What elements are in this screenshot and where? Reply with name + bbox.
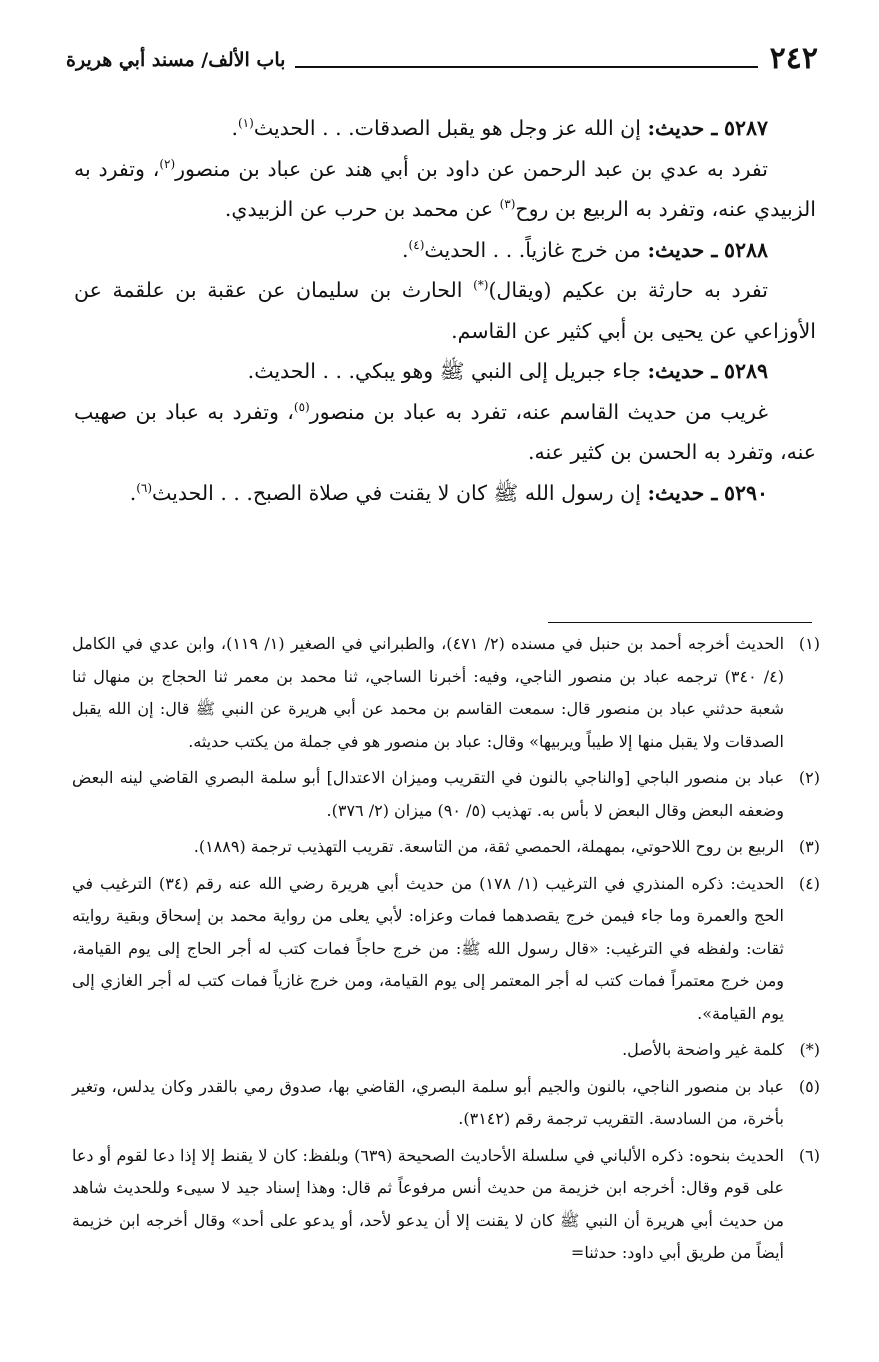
commentary-text: غريب من حديث القاسم عنه، تفرد به عباد بن منصور (309, 399, 768, 424)
hadith-entry (74, 108, 816, 149)
entry-end: . (402, 237, 409, 262)
main-text (74, 108, 816, 513)
hadith-entry (74, 351, 816, 392)
footnote-label: (٥) (798, 1076, 820, 1096)
commentary-paragraph (74, 392, 816, 473)
footnote-text: كلمة غير واضحة بالأصل. (622, 1040, 784, 1059)
footnote-ref[interactable]: (٥) (293, 399, 310, 414)
hadith-entry (74, 473, 816, 514)
footnote-label: (٤) (798, 873, 820, 893)
page-number: ٢٤٢ (769, 41, 818, 76)
footnote (72, 628, 820, 758)
footnote-text: الربيع بن روح اللاحوتي، بمهملة، الحمصي ثقة، من التاسعة. تقريب التهذيب ترجمة (١٨٨٩). (193, 837, 784, 856)
footnote (72, 831, 820, 864)
footnote (72, 1140, 820, 1270)
entry-keyword: ـ حديث: (647, 359, 718, 383)
footnote-label: (١) (798, 634, 820, 653)
footnote-text: الحديث أخرجه أحمد بن حنبل في مسنده (٢/ ٤٧١)، والطبراني في الصغير (١/ ١١٩)، وابن عدي في الكامل (٤/ ٣٤٠) ترجمه عباد بن منصور الناجي، وفيه: أخبرنا الساجي، ثنا محمد بن معمر ثنا الحجاج بن منهال ثنا شعبة حدثني عباد بن منصور قال: سمعت القاسم بن محمد عن أبي هريرة عن النبي ﷺ قال: إن الله يقبل الصدقات ولا يقبل منها إلا طيباً ويربيها» وقال: عباد بن منصور هو في جملة من يكتب حديثه. (72, 634, 785, 751)
footnote-label: (*) (799, 1040, 820, 1059)
footnote (72, 868, 820, 1031)
footnote-ref[interactable]: (٣) (499, 197, 516, 212)
entry-keyword: ـ حديث: (647, 480, 718, 505)
entry-text: إن رسول الله ﷺ كان لا يقنت في صلاة الصبح. . . الحديث (152, 480, 641, 505)
footnote (72, 1034, 820, 1067)
entry-text: إن الله عز وجل هو يقبل الصدقات. . . الحديث (253, 116, 641, 140)
entry-text: من خرج غازياً. . . الحديث (424, 237, 641, 262)
commentary-paragraph (74, 149, 816, 230)
footnote-separator (548, 622, 812, 623)
footnote-ref[interactable]: (٢) (159, 156, 176, 171)
footnote-text: الحديث: ذكره المنذري في الترغيب (١/ ١٧٨) من حديث أبي هريرة رضي الله عنه رقم (٣٤) الترغيب في الحج والعمرة وما جاء فيمن خرج يقصدهما فمات وعزاه: لأبي يعلى من رواية محمد بن إسحاق وبقية روايته ثقات: ولفظه في الترغيب: «قال رسول الله ﷺ: من خرج حاجاً فمات كتب له أجر الحاج إلى يوم القيامة، ومن خرج معتمراً فمات كتب له أجر المعتمر إلى يوم القيامة، ومن خرج غازياً فمات كتب له أجر الغازي إلى يوم القيامة». (72, 873, 785, 1023)
footnote-ref[interactable]: (٤) (408, 237, 425, 252)
entry-number: ٥٢٨٩ (723, 359, 768, 383)
entry-number: ٥٢٩٠ (723, 480, 768, 505)
commentary-text: الحارث بن سليمان عن عقبة بن علقمة عن الأوزاعي عن يحيى بن أبي كثير عن القاسم. (74, 278, 816, 343)
entry-end: . (129, 480, 137, 505)
entry-number: ٥٢٨٧ (723, 116, 768, 140)
commentary-text: ، وتفرد به الزبيدي عنه، وتفرد به الربيع بن روح (74, 156, 816, 221)
entry-text: جاء جبريل إلى النبي ﷺ وهو يبكي. . . الحديث. (247, 359, 641, 383)
footnote-text: عباد بن منصور الناجي، بالنون والجيم أبو سلمة البصري، القاضي بها، صدوق رمي بالقدر وكان يدلس، وتغير بأخرة، من السادسة. التقريب ترجمة رقم (٣١٤٢). (72, 1076, 784, 1128)
page-header (66, 36, 818, 76)
footnote-ref[interactable]: (٦) (136, 480, 153, 495)
entry-end: . (231, 116, 238, 140)
footnote-label: (٢) (798, 768, 820, 787)
footnote (72, 1071, 820, 1136)
running-title: باب الألف/ مسند أبي هريرة (66, 49, 286, 71)
entry-number: ٥٢٨٨ (723, 237, 768, 262)
entry-keyword: ـ حديث: (647, 237, 718, 262)
commentary-paragraph (74, 270, 816, 351)
footnote-text: الحديث بنحوه: ذكره الألباني في سلسلة الأحاديث الصحيحة (٦٣٩) وبلفظ: كان لا يقنط إلا إذا دعا لقوم أو دعا على قوم وقال: أخرجه ابن خزيمة من حديث أنس مرفوعاً ثم قال: وهذا إسناد جيد لا سيىء وللحديث شاهد من حديث أبي هريرة أن النبي ﷺ كان لا يقنت إلا أن يدعو لأحد، أو يدعو على أحد» وقال أخرجه ابن خزيمة أيضاً من طريق أبي داود: حدثنا= (72, 1145, 784, 1262)
commentary-text: عن محمد بن حرب عن الزبيدي. (224, 197, 500, 221)
header-rule (295, 66, 757, 68)
entry-keyword: ـ حديث: (647, 116, 718, 140)
footnote-text: عباد بن منصور الباجي [والناجي بالنون في التقريب وميزان الاعتدال] أبو سلمة البصري القاضي لينه البعض وضعفه البعض وقال البعض لا بأس به. تهذيب (٥/ ٩٠) ميزان (٢/ ٣٧٦). (72, 768, 784, 820)
commentary-text: ، وتفرد به عباد بن صهيب عنه، وتفرد به الحسن بن كثير عنه. (74, 399, 816, 464)
commentary-text: تفرد به عدي بن عبد الرحمن عن داود بن أبي هند عن عباد بن منصور (175, 156, 768, 181)
footnotes (72, 628, 820, 1274)
footnote-ref[interactable]: (١) (237, 116, 254, 131)
footnote-ref[interactable]: (*) (473, 278, 489, 293)
footnote-label: (٦) (798, 1145, 820, 1165)
commentary-text: تفرد به حارثة بن عكيم (ويقال) (488, 278, 768, 302)
footnote (72, 762, 820, 827)
hadith-entry (74, 230, 816, 271)
footnote-label: (٣) (798, 837, 820, 856)
